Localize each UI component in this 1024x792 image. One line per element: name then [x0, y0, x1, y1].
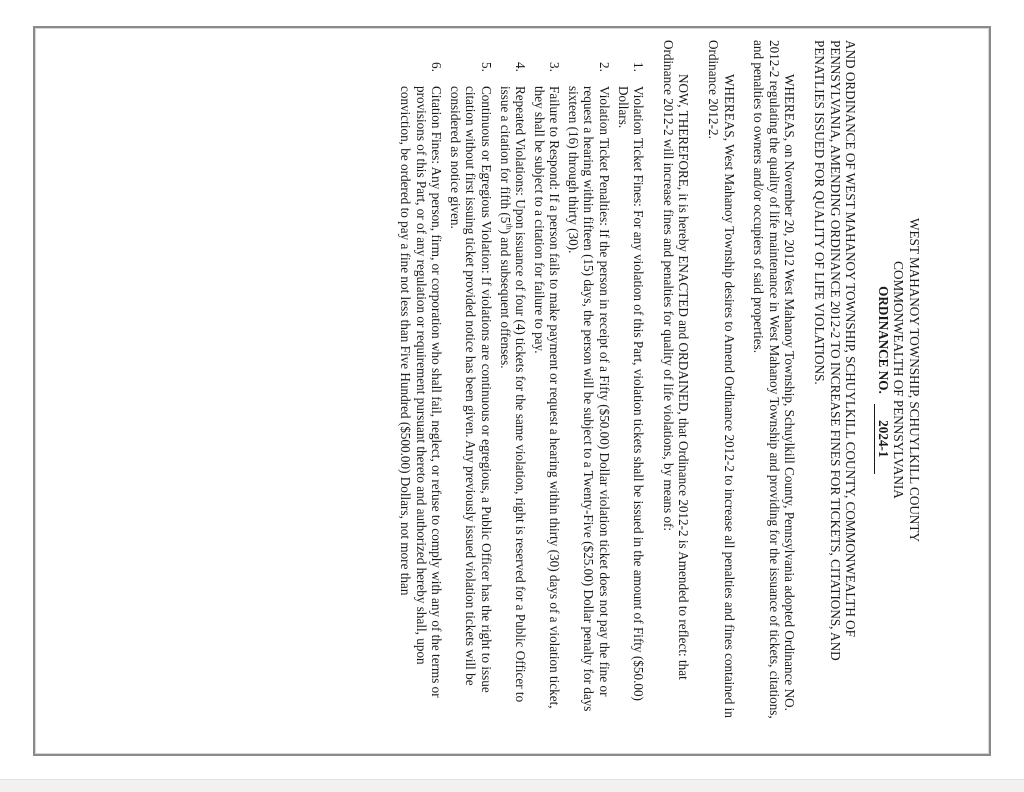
- list-item: [447, 40, 494, 720]
- list-item: [497, 40, 528, 720]
- list-item: [531, 40, 562, 720]
- whereas-paragraph-2: WHEREAS, West Mahanoy Township desires to Amend Ordinance 2012-2 to increase all penalties and fines contained in Ordinance 2012-2.: [706, 40, 737, 718]
- header-township: WEST MAHANOY TOWNSHIP, SCHUYLKILL COUNTY: [907, 218, 922, 542]
- whereas-paragraph-1: WHEREAS, on November 20, 2012 West Mahanoy Township, Schuylkill County, Pennsylvania adopted Ordinance NO. 2012-2 regulating the quality of life maintenance in West Mahanoy Township and providing for the issuance of tickets, citations, and penalties to owners and/or occupiers of said properties.: [751, 40, 798, 719]
- list-item: [397, 40, 444, 720]
- rotated-page-content: [397, 40, 922, 720]
- list-item: [565, 40, 612, 720]
- list-item-text-a: Repeated Violations: Upon issuance of four (4) tickets for the same violation, right is reserved for a Public Officer to issue a citation for fifth (5: [497, 86, 529, 703]
- list-item-number: 6.: [429, 62, 445, 72]
- list-item-number: 4.: [513, 62, 529, 72]
- list-item-text-b: ) and subsequent offenses.: [497, 229, 513, 369]
- list-item-text: Violation Ticket Fines: For any violation of this Part, violation tickets shall be issued in the amount of Fifty ($50.00) Dollars.: [615, 86, 647, 701]
- list-item-text: Violation Ticket Penalties: If the person in receipt of a Fifty ($50.00) Dollar violation ticket does not pay the fine or request a hearing within fifteen (15) days, the person will be subject to a Twenty-Five ($25.00) Dollar penalty for days sixteen (16) through thirty (30).: [565, 86, 613, 712]
- ordinance-title: AND ORDINANCE OF WEST MAHANOY TOWNSHIP, SCHUYLKILL COUNTY, COMMONWEALTH OF PENNSYLVANIA, AMENDING ORDINANCE 2012-2 TO INCREASE FINES FOR TICKETS, CITATIONS, AND PENATLIES ISSUED FOR QUALITY OF LIFE VIOLATIONS.: [812, 40, 859, 661]
- list-item-number: 3.: [547, 62, 563, 72]
- list-item-number: 2.: [597, 62, 613, 72]
- list-item-text: Citation Fines: Any person, firm, or corporation who shall fail, neglect, or refuse to comply with any of the terms or provisions of this Part, or of any regulation or requirement pursuant thereto and authorized hereby shall, upon conviction, be ordered to pay a fine not less than Five Hundred ($500.00) Dollars, not more than: [397, 86, 445, 698]
- now-therefore-paragraph: NOW, THEREFORE, it is hereby ENACTED and ORDAINED, that Ordinance 2012-2 is Amended to reflect: that Ordinance 2012-2 will increase fines and penalties for quality of life violations, by means of:: [660, 40, 692, 680]
- list-item-number: 5.: [478, 62, 494, 72]
- list-item-text: [498, 86, 529, 702]
- header-commonwealth: COMMONWEALTH OF PENNSYLVANIA: [891, 261, 907, 499]
- viewer-bottom-strip: [0, 779, 1024, 792]
- list-item: [615, 40, 646, 720]
- header-ordinance: [874, 40, 891, 720]
- list-item-text: Failure to Respond: If a person fails to make payment or request a hearing within thirty (30) days of a violation ticket, they shall be subject to a citation for failure to pay.: [531, 86, 563, 709]
- ordinal-suffix: th: [503, 223, 513, 230]
- list-item-text: Continuous or Egregious Violation: If violations are continuous or egregious, a Public Officer has the right to issue citation without first issuing ticket provided notice has been given. Any previously issued violation tickets will be considered as notice given.: [447, 86, 494, 693]
- list-item-number: 1.: [631, 62, 647, 72]
- ordinance-document: [397, 40, 922, 720]
- ordinance-label: ORDINANCE NO.: [875, 286, 891, 394]
- amendment-list: [397, 40, 646, 720]
- ordinance-number: 2024-1: [874, 404, 891, 474]
